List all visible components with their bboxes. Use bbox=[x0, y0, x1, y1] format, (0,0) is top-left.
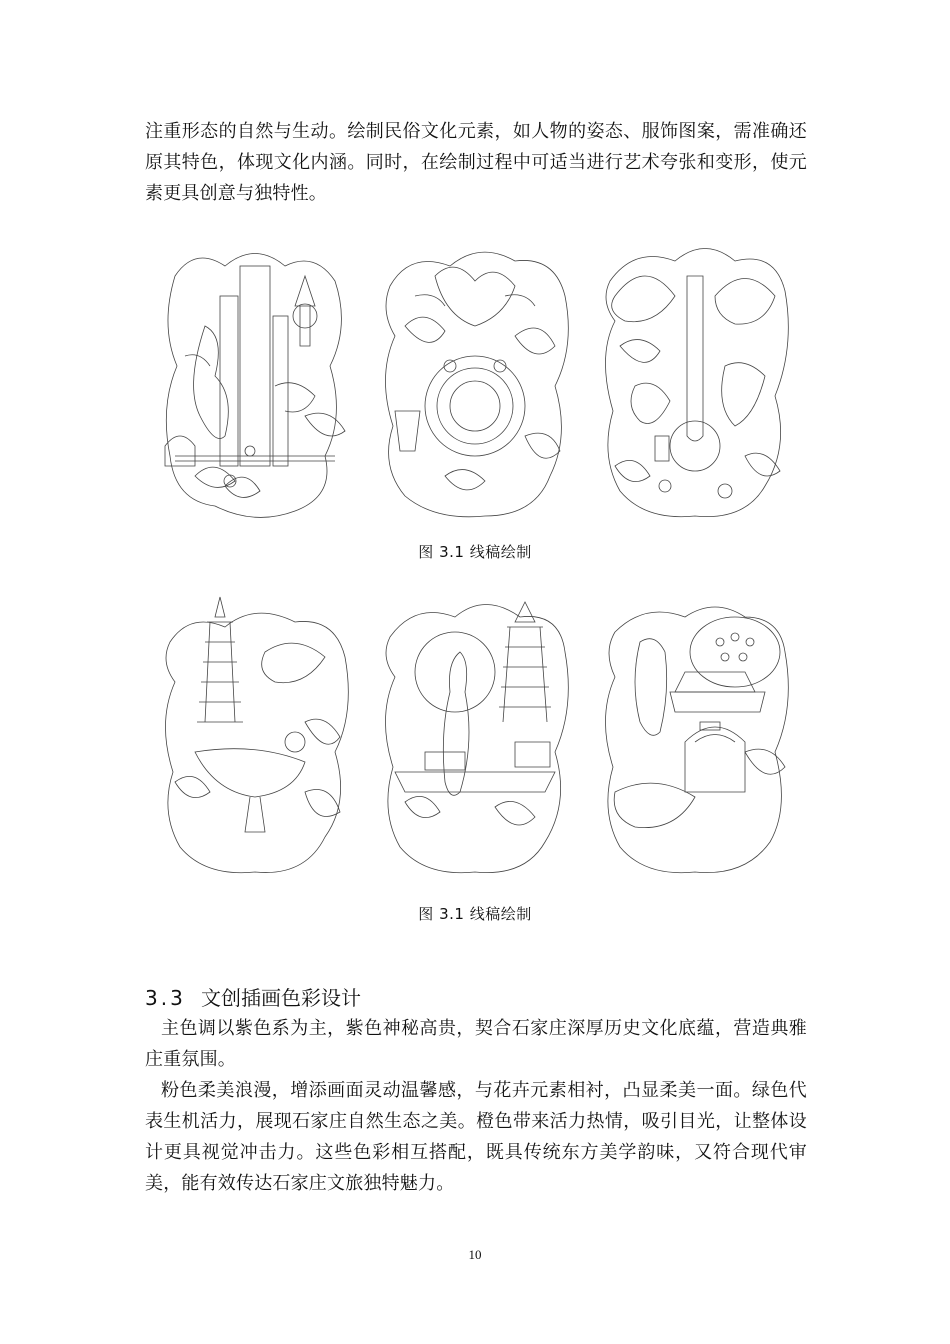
color-accent-paragraph: 粉色柔美浪漫，增添画面灵动温馨感，与花卉元素相衬，凸显柔美一面。绿色代表生机活力，展现石家庄自然生态之美。橙色带来活力热情，吸引目光，让整体设计更具视觉冲击力。这些色彩相互搭配，既具传统东方美学韵味，又符合现代审美，能有效传达石家庄文旅独特魅力。 bbox=[145, 1080, 807, 1194]
figure-row-1 bbox=[155, 236, 795, 526]
line-art-sketch-3 bbox=[595, 236, 795, 526]
section-number: 3.3 bbox=[145, 986, 186, 1010]
page-number: 10 bbox=[468, 1247, 482, 1262]
line-art-sketch-2 bbox=[375, 236, 575, 526]
figure-caption-1: 图 3.1 线稿绘制 bbox=[418, 543, 532, 561]
line-art-sketch-1 bbox=[155, 236, 355, 526]
section-heading bbox=[145, 982, 361, 1011]
color-main-paragraph: 主色调以紫色系为主，紫色神秘高贵，契合石家庄深厚历史文化底蕴，营造典雅庄重氛围。 bbox=[145, 1018, 807, 1070]
intro-paragraph: 注重形态的自然与生动。绘制民俗文化元素，如人物的姿态、服饰图案，需准确还原其特色，体现文化内涵。同时，在绘制过程中可适当进行艺术夸张和变形，使元素更具创意与独特性。 bbox=[145, 121, 807, 204]
figure-caption-2: 图 3.1 线稿绘制 bbox=[418, 905, 532, 923]
line-art-sketch-5 bbox=[375, 592, 575, 882]
section-title: 文创插画色彩设计 bbox=[201, 986, 361, 1010]
figure-row-2 bbox=[155, 592, 795, 882]
line-art-sketch-4 bbox=[155, 592, 355, 882]
line-art-sketch-6 bbox=[595, 592, 795, 882]
